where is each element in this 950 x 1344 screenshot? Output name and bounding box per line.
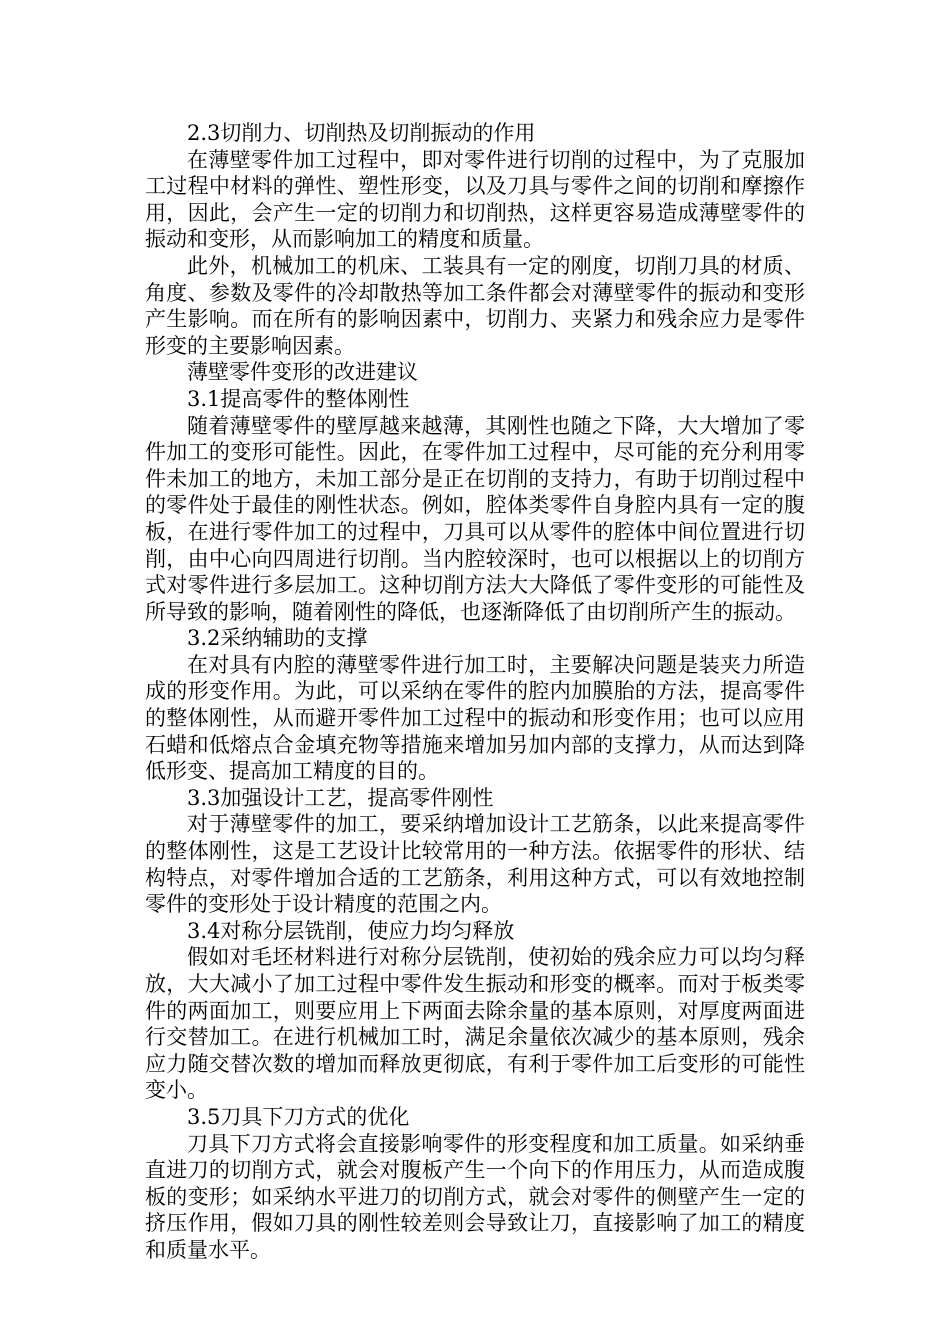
- section-heading-3-1: 3.1提高零件的整体刚性: [187, 386, 410, 411]
- section-heading-3-5: 3.5刀具下刀方式的优化: [187, 1104, 410, 1129]
- paragraph: 对于薄壁零件的加工，要采纳增加设计工艺筋条，以此来提高零件的整体刚性，这是工艺设计比较常用的一种方法。依据零件的形状、结构特点，对零件增加合适的工艺筋条，利用这种方式，可以有效地控制零件的变形处于设计精度的范围之内。: [145, 812, 805, 917]
- section-heading-3-2: 3.2采纳辅助的支撑: [187, 626, 368, 651]
- paragraph: 在薄壁零件加工过程中，即对零件进行切削的过程中，为了克服加工过程中材料的弹性、塑性形变，以及刀具与零件之间的切削和摩擦作用，因此，会产生一定的切削力和切削热，这样更容易造成薄壁零件的振动和变形，从而影响加工的精度和质量。: [145, 147, 805, 252]
- paragraph: 刀具下刀方式将会直接影响零件的形变程度和加工质量。如采纳垂直进刀的切削方式，就会对腹板产生一个向下的作用压力，从而造成腹板的变形；如采纳水平进刀的切削方式，就会对零件的侧壁产生一定的挤压作用，假如刀具的刚性较差则会导致让刀，直接影响了加工的精度和质量水平。: [145, 1131, 805, 1262]
- document-page: [145, 120, 805, 1264]
- paragraph: 随着薄壁零件的壁厚越来越薄，其刚性也随之下降，大大增加了零件加工的变形可能性。因此，在零件加工过程中，尽可能的充分利用零件未加工的地方，未加工部分是正在切削的支持力，有助于切削过程中的零件处于最佳的刚性状态。例如，腔体类零件自身腔内具有一定的腹板，在进行零件加工的过程中，刀具可以从零件的腔体中间位置进行切削，由中心向四周进行切削。当内腔较深时，也可以根据以上的切削方式对零件进行多层加工。这种切削方法大大降低了零件变形的可能性及所导致的影响，随着刚性的降低，也逐渐降低了由切削所产生的振动。: [145, 413, 805, 624]
- paragraph: 此外，机械加工的机床、工装具有一定的刚度，切削刀具的材质、角度、参数及零件的冷却散热等加工条件都会对薄壁零件的振动和变形产生影响。而在所有的影响因素中，切削力、夹紧力和残余应力是零件形变的主要影响因素。: [145, 253, 805, 358]
- section-heading-improvements: 薄壁零件变形的改进建议: [187, 360, 418, 385]
- section-heading-3-4: 3.4对称分层铣削，使应力均匀释放: [187, 918, 515, 943]
- paragraph: 假如对毛坯材料进行对称分层铣削，使初始的残余应力可以均匀释放，大大减小了加工过程中零件发生振动和形变的概率。而对于板类零件的两面加工，则要应用上下两面去除余量的基本原则，对厚度两面进行交替加工。在进行机械加工时，满足余量依次减少的基本原则，残余应力随交替次数的增加而释放更彻底，有利于零件加工后变形的可能性变小。: [145, 945, 805, 1103]
- paragraph: 在对具有内腔的薄壁零件进行加工时，主要解决问题是装夹力所造成的形变作用。为此，可以采纳在零件的腔内加膜胎的方法，提高零件的整体刚性，从而避开零件加工过程中的振动和形变作用；也可以应用石蜡和低熔点合金填充物等措施来增加另加内部的支撑力，从而达到降低形变、提高加工精度的目的。: [145, 652, 805, 784]
- section-heading-3-3: 3.3加强设计工艺，提高零件刚性: [187, 785, 494, 810]
- section-heading-2-3: 2.3切削力、切削热及切削振动的作用: [187, 121, 536, 145]
